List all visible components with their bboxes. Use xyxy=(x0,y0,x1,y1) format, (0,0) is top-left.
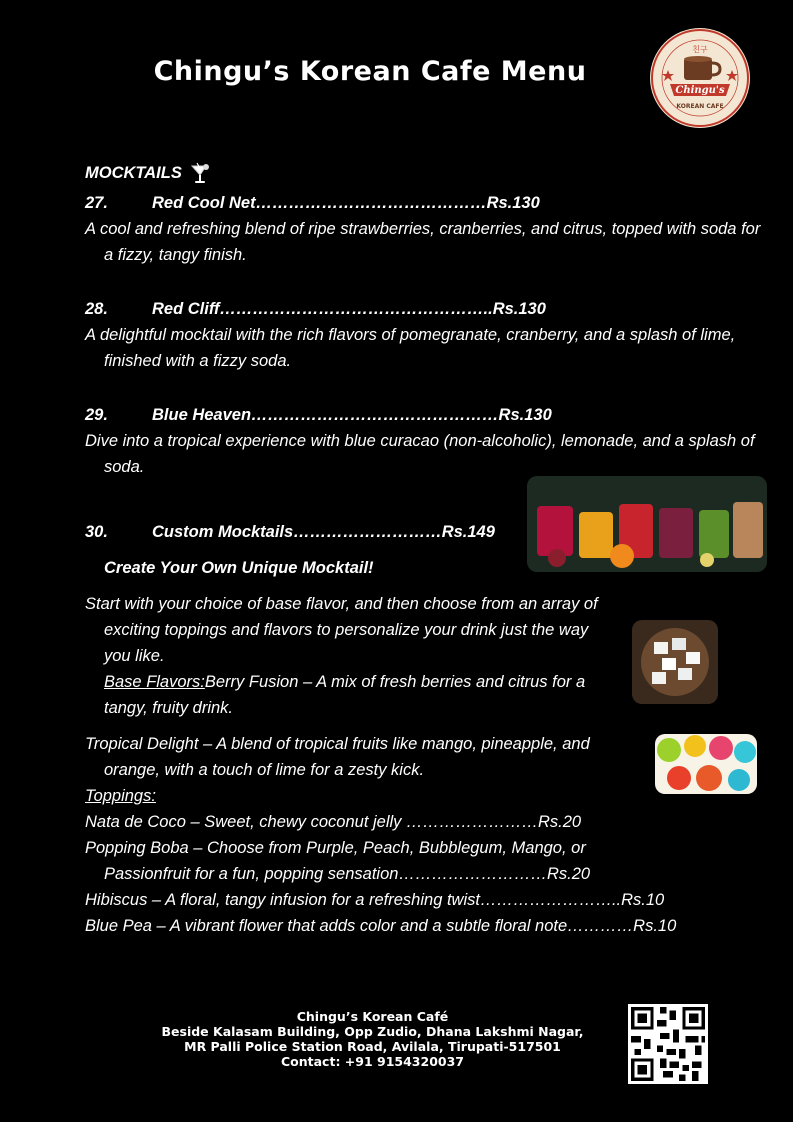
toppings-label: Toppings: xyxy=(85,787,156,805)
footer-contact: Contact: +91 9154320037 xyxy=(280,1054,464,1069)
footer-name: Chingu’s Korean Café xyxy=(296,1009,449,1024)
topping-item: Blue Pea – A vibrant flower that adds color and a subtle floral note…………Rs.10 xyxy=(85,917,677,935)
custom-subtitle: Create Your Own Unique Mocktail! xyxy=(104,559,374,577)
menu-item-header xyxy=(85,402,765,428)
cafe-logo xyxy=(650,28,750,128)
base-flavors-text: Berry Fusion – A mix of fresh berries and citrus for a tangy, fruity drink. xyxy=(104,673,586,717)
mocktails-photo xyxy=(527,476,767,572)
qr-code[interactable] xyxy=(628,1004,708,1084)
footer-address-line1: Beside Kalasam Building, Opp Zudio, Dhana Lakshmi Nagar, xyxy=(161,1024,584,1039)
item-name-price: Red Cliff…………………………………………..Rs.130 xyxy=(152,300,546,318)
topping-item: Popping Boba – Choose from Purple, Peach, Bubblegum, Mango, or Passionfruit for a fun, popping sensation………………………Rs.20 xyxy=(85,839,591,883)
page-title: Chingu’s Korean Cafe Menu xyxy=(153,56,587,87)
cocktail-icon xyxy=(188,161,212,185)
section-heading xyxy=(85,160,765,186)
section-title: MOCKTAILS xyxy=(85,164,182,182)
topping-item: Hibiscus – A floral, tangy infusion for a refreshing twist……………………..Rs.10 xyxy=(85,891,665,909)
item-number: 29. xyxy=(85,406,108,424)
tropical-delight: Tropical Delight – A blend of tropical fruits like mango, pineapple, and orange, with a touch of lime for a zesty kick. xyxy=(85,735,590,779)
logo-sub-text: KOREAN CAFE xyxy=(676,103,724,110)
item-number: 28. xyxy=(85,300,108,318)
item-number: 30. xyxy=(85,523,108,541)
nata-de-coco-photo xyxy=(632,620,718,704)
item-name-price: Blue Heaven………………………………………Rs.130 xyxy=(152,406,552,424)
topping-item: Nata de Coco – Sweet, chewy coconut jelly ……………………Rs.20 xyxy=(85,813,582,831)
custom-intro-text: Start with your choice of base flavor, and then choose from an array of exciting toppings and flavors to personalize your drink just the way you like. xyxy=(85,595,598,665)
item-number: 27. xyxy=(85,194,108,212)
footer xyxy=(100,1009,645,1069)
logo-korean-text: 친구 xyxy=(692,45,708,54)
menu-item-header xyxy=(85,190,765,216)
base-flavors-label: Base Flavors: xyxy=(104,673,205,691)
item-description: A delightful mocktail with the rich flavors of pomegranate, cranberry, and a splash of lime, finished with a fizzy soda. xyxy=(85,326,736,370)
item-description: A cool and refreshing blend of ripe strawberries, cranberries, and citrus, topped with soda for a fizzy, tangy finish. xyxy=(85,220,761,264)
item-name-price: Red Cool Net……………………………………Rs.130 xyxy=(152,194,540,212)
item-description: Dive into a tropical experience with blue curacao (non-alcoholic), lemonade, and a splash of soda. xyxy=(85,432,755,476)
item-name-price: Custom Mocktails………………………Rs.149 xyxy=(152,523,495,541)
footer-address-line2: MR Palli Police Station Road, Avilala, Tirupati-517501 xyxy=(184,1039,561,1054)
popping-boba-photo xyxy=(655,734,757,794)
menu-item-header xyxy=(85,296,765,322)
custom-intro xyxy=(85,591,615,721)
logo-name-text: Chingu's xyxy=(675,85,725,96)
